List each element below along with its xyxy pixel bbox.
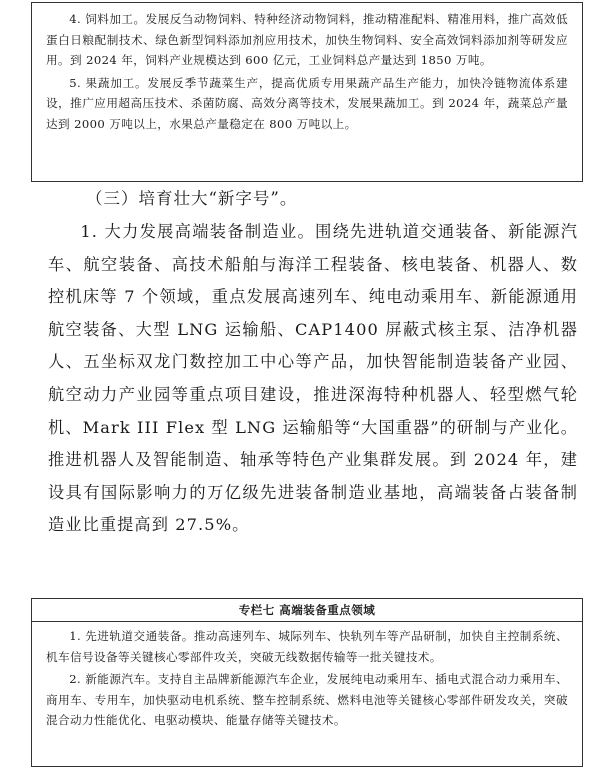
top-column-box — [31, 2, 583, 182]
section-heading: （三）培育壮大“新字号”。 — [86, 189, 298, 208]
column-seven-box — [31, 598, 583, 767]
feed-processing-paragraph: 4. 饲料加工。发展反刍动物饲料、特种经济动物饲料，推动精准配料、精准用料，推广高效低蛋白日粮配制技术、绿色新型饲料添加剂应用技术，加快生物饲料、安全高效饲料添加剂等研发应用。到 2024 年，饲料产业规模达到 600 亿元，工业饲料总产量达到 1850 万吨。 — [46, 12, 568, 67]
rail-transit-paragraph: 1. 先进轨道交通装备。推动高速列车、城际列车、快轨列车等产品研制，加快自主控制系统、机车信号设备等关键核心零部件攻关，突破无线数据传输等一批关键技术。 — [46, 629, 568, 664]
main-paragraph: 1. 大力发展高端装备制造业。围绕先进轨道交通装备、新能源汽车、航空装备、高技术船舶与海洋工程装备、核电装备、机器人、数控机床等 7 个领域，重点发展高速列车、纯电动乘用车、新能源通用航空装备、大型 LNG 运输船、CAP1400 屏蔽式核主泵、洁净机器人、五坐标双龙门数控加工中心等产品，加快智能制造装备产业园、航空动力产业园等重点项目建设，推进深海特种机器人、轻型燃气轮机、Mark III Flex 型 LNG 运输船等“大国重器”的研制与产业化。推进机器人及智能制造、轴承等特色产业集群发展。到 2024 年，建设具有国际影响力的万亿级先进装备制造业基地，高端装备占装备制造业比重提高到 27.5%。 — [48, 222, 578, 535]
column-seven-title: 专栏七 高端装备重点领域 — [32, 599, 582, 622]
new-energy-vehicle-paragraph: 2. 新能源汽车。支持自主品牌新能源汽车企业，发展纯电动乘用车、插电式混合动力乘用车、商用车、专用车，加快驱动电机系统、整车控制系统、燃料电池等关键核心零部件研发攻关，突破混合动力性能优化、电驱动模块、能量存储等关键技术。 — [46, 672, 568, 727]
fruit-vegetable-processing-paragraph: 5. 果蔬加工。发展反季节蔬菜生产，提高优质专用果蔬产品生产能力，加快冷链物流体系建设，推广应用超高压技术、杀菌防腐、高效分离等技术，发展果蔬加工。到 2024 年，蔬菜总产量达到 2000 万吨以上，水果总产量稳定在 800 万吨以上。 — [46, 75, 568, 131]
